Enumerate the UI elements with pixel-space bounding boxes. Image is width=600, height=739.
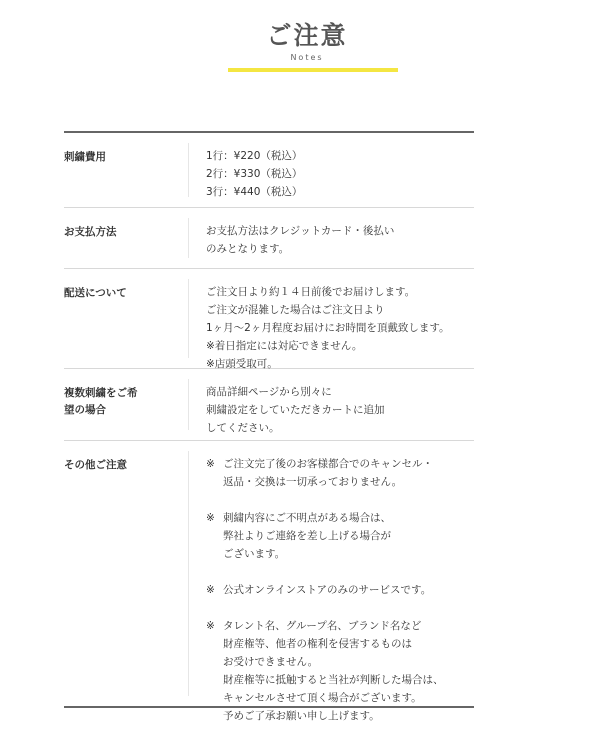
note-line: ございます。	[223, 548, 286, 560]
row-shipping	[64, 269, 474, 369]
content-line: してください。	[206, 422, 280, 434]
note-line: 公式オンラインストアのみのサービスです。	[223, 584, 432, 596]
fee-line: 2行：¥330（税込）	[206, 168, 303, 180]
fee-line: 3行：¥440（税込）	[206, 186, 303, 198]
note-line: お受けできません。	[223, 656, 319, 668]
content-line: 刺繍設定をしていただきカートに追加	[206, 404, 385, 416]
content-line: ご注文日より約１４日前後でお届けします。	[206, 286, 416, 298]
note-line: 財産権等、他者の権利を侵害するものは	[223, 638, 412, 650]
note-item	[206, 617, 474, 725]
note-line: 返品・交換は一切承っておりません。	[223, 476, 403, 488]
row-payment-method	[64, 208, 474, 269]
content-line: 1ヶ月〜2ヶ月程度お届けにお時間を頂戴致します。	[206, 322, 450, 334]
content-line: のみとなります。	[206, 243, 290, 255]
row-content	[206, 441, 474, 739]
note-mark: ※	[206, 458, 215, 470]
row-content	[206, 369, 474, 451]
row-content	[206, 208, 474, 272]
note-line: 財産権等に抵触すると当社が判断した場合は、	[223, 674, 444, 686]
note-line: ご注文完了後のお客様都合でのキャンセル・	[223, 458, 433, 470]
note-item	[206, 581, 474, 599]
content-line: ご注文が混雑した場合はご注文日より	[206, 304, 385, 316]
note-line: 弊社よりご連絡を差し上げる場合が	[223, 530, 391, 542]
row-label: 刺繍費用	[64, 151, 106, 163]
row-label-line: 複数刺繍をご希	[64, 387, 138, 399]
row-label-line: 望の場合	[64, 404, 106, 416]
content-line: 商品詳細ページから別々に	[206, 386, 332, 398]
accent-underline	[228, 68, 398, 72]
row-content	[206, 133, 474, 215]
row-divider	[188, 218, 189, 258]
content-line: ※店頭受取可。	[206, 358, 278, 370]
fee-line: 1行：¥220（税込）	[206, 150, 303, 162]
row-divider	[188, 279, 189, 358]
row-embroidery-fee	[64, 133, 474, 208]
content-line: お支払方法はクレジットカード・後払い	[206, 225, 395, 237]
note-mark: ※	[206, 620, 215, 632]
header	[0, 18, 600, 72]
row-multiple-embroidery	[64, 369, 474, 441]
row-divider	[188, 379, 189, 430]
note-line: 刺繍内容にご不明点がある場合は、	[223, 512, 391, 524]
note-line: キャンセルさせて頂く場合がございます。	[223, 692, 422, 704]
note-line: タレント名、グループ名、ブランド名など	[223, 620, 422, 632]
notes-table	[64, 131, 474, 722]
content-line: ※着日指定には対応できません。	[206, 340, 363, 352]
row-divider	[188, 143, 189, 197]
note-item	[206, 509, 474, 563]
page-subtitle: Notes	[290, 53, 324, 62]
note-line: 予めご了承お願い申し上げます。	[223, 710, 380, 722]
note-mark: ※	[206, 512, 215, 524]
row-other-notes	[64, 441, 474, 722]
note-item	[206, 455, 474, 491]
row-label: その他ご注意	[64, 459, 127, 471]
row-divider	[188, 451, 189, 696]
page-title: ご注意	[266, 21, 348, 50]
row-label	[64, 385, 169, 419]
row-label: お支払方法	[64, 226, 117, 238]
note-mark: ※	[206, 584, 215, 596]
row-label: 配送について	[64, 287, 127, 299]
